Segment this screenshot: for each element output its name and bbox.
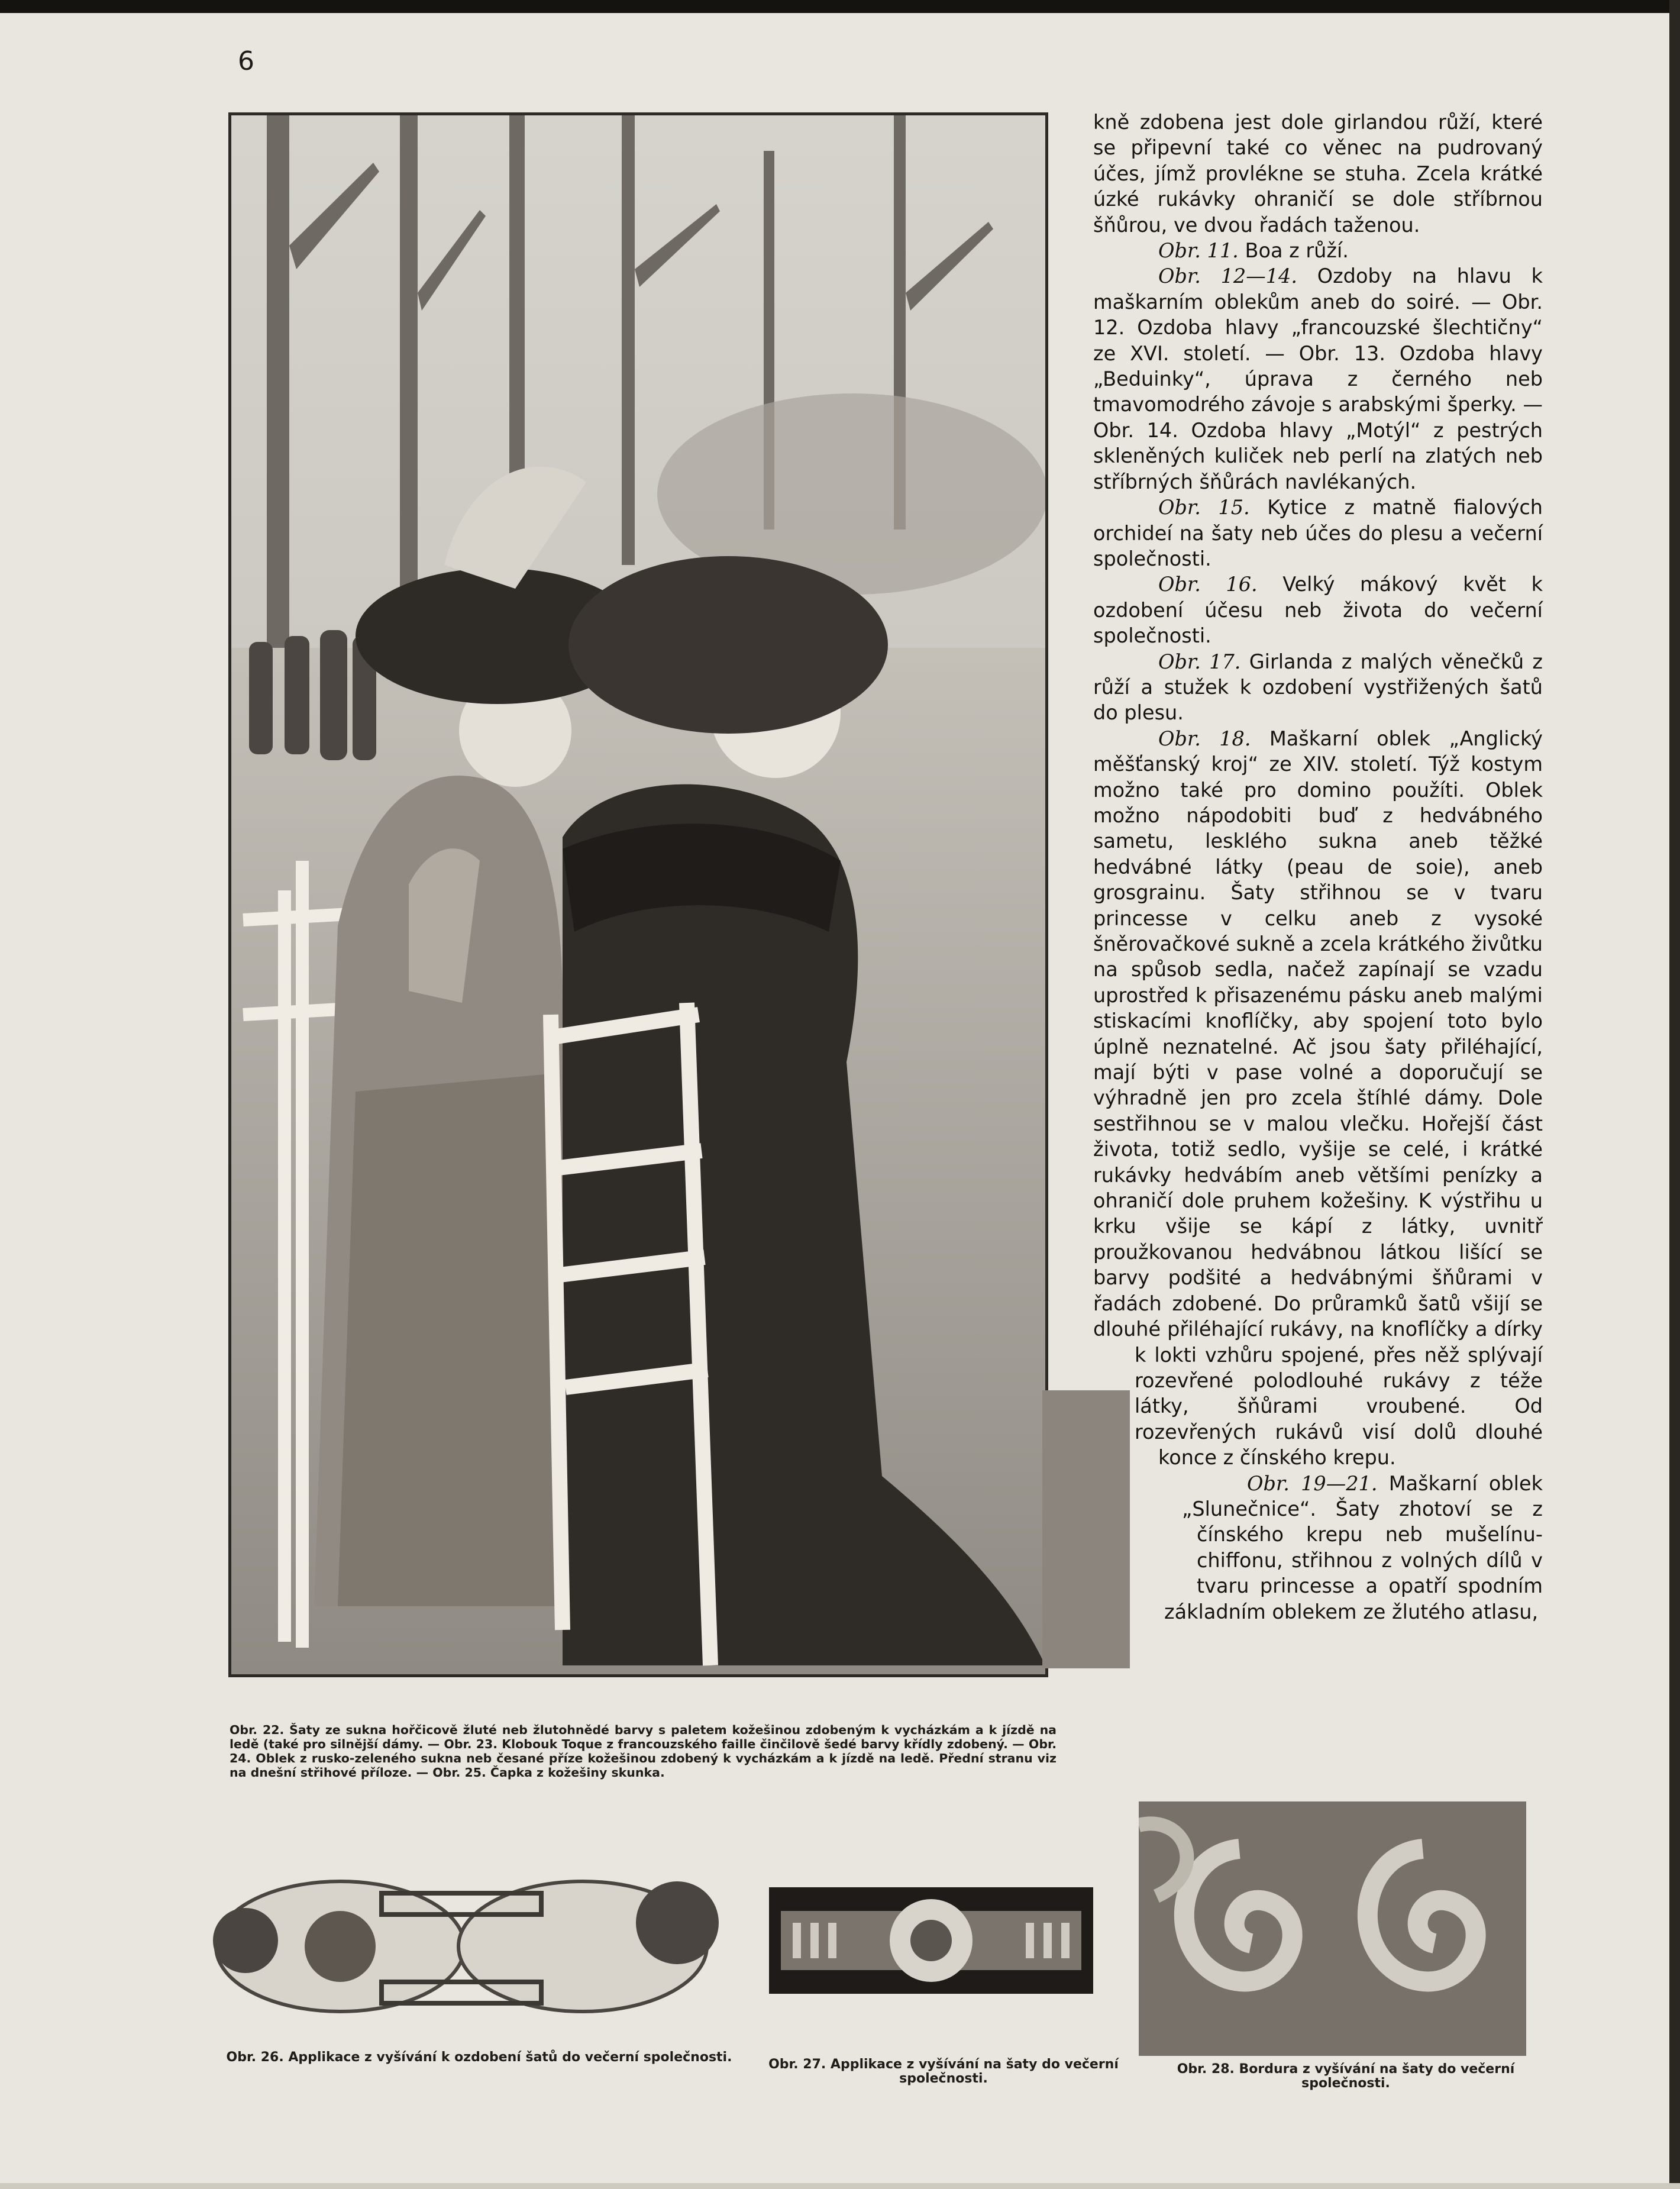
paragraph-obr-11: Obr. 11. Boa z růží. (1158, 239, 1349, 263)
paragraph-obr-18: Obr. 18. Maškarní oblek „Anglický měšťanský kroj“ ze XIV. století. Týž kostym možno také pro domino použíti. Oblek možno nápodobiti buď z hedvábného sametu, lesklého sukna aneb těžké hedvábné látky (peau de soie), aneb grosgrainu. Šaty střihnou se v tvaru princesse v celku aneb z vysoké šněrovačkové sukně a zcela krátkého živůtku na spůsob sedla, načež zapínají se vzadu uprostřed k přisazenému pásku aneb malými stiskacími knoflíčky, aby spojení toto bylo úplně neznatelné. Ač jsou šaty přiléhající, mají býti v pase volné a doporučují se výhradně jen pro zcela štíhlé dámy. Dole sestřihnou se v malou vlečku. Hořejší část života, totiž sedlo, vyšije se celé, i krátké rukávky hedvábím aneb většími penízky a ohraničí dole pruhem kožešiny. K výstřihu u krku všije se kápí z látky, uvnitř proužkovanou hedvábnou látkou lišící se barvy podšité a hedvábnými šňůrami v řadách zdobené. Do průramků šatů všijí se dlouhé přiléhající rukávy, na knoflíčky a dírky k lokti vzhůru spojené, přes něž splývají rozevřené polodlouhé rukávy z téže látky, šňůrami vroubené. Od rozevřených rukávů visí dolů dlouhé konce z čínského krepu. (1093, 727, 1543, 1470)
figure-27-applique (769, 1887, 1093, 1994)
page-number: 6 (238, 46, 254, 76)
scan-top-edge (0, 0, 1680, 13)
paragraph-obr-15: Obr. 15. Kytice z matně fialových orchideí na šaty neb účes do plesu a večerní společnosti. (1093, 496, 1543, 570)
figure-26-applique (204, 1870, 719, 2023)
fashion-plate-illustration (228, 112, 1048, 1677)
paragraph-obr-12-14: Obr. 12—14. Ozdoby na hlavu k maškarním oblekům aneb do soiré. — Obr. 12. Ozdoba hlavy „francouzské šlechtičny“ ze XVI. století. — Obr. 13. Ozdoba hlavy „Beduinky“, úprava z černého neb tmavomodrého závoje s arabskými šperky. — Obr. 14. Ozdoba hlavy „Motýl“ z pestrých skleněných kuliček neb perlí na zlatých neb stříbrných šňůrách navlékaných. (1093, 264, 1543, 493)
scan-right-edge (1669, 0, 1680, 2189)
paragraph-continued: kně zdobena jest dole girlandou růží, které se připevní také co věnec na pudrovaný účes, jímž provlékne se stuha. Zcela krátké úzké rukávky ohraničí se dole stříbrnou šňůrou, ve dvou řadách taženou. (1093, 111, 1543, 237)
paragraph-obr-16: Obr. 16. Velký mákový květ k ozdobení účesu neb života do večerní společnosti. (1093, 573, 1543, 648)
main-figure-caption: Obr. 22. Šaty ze sukna hořčicově žluté neb žlutohnědé barvy s paletem kožešinou zdobeným k vycházkám a k jízdě na ledě (také pro silnější dámy. — Obr. 23. Klobouk Toque z francouzského faille činčilově šedé barvy křídly zdobený. — Obr. 24. Oblek z rusko-zeleného sukna neb česané příze kožešinou zdobený k vycházkám a k jízdě na ledě. Přední stranu viz na dnešní střihové příloze. — Obr. 25. Čapka z kožešiny skunka. (230, 1723, 1057, 1780)
applique-drawing (204, 1870, 719, 2023)
band-drawing (769, 1887, 1093, 1994)
figure-26-caption: Obr. 26. Applikace z vyšívání k ozdobení šatů do večerní společnosti. (226, 2050, 732, 2065)
paragraph-obr-17: Obr. 17. Girlanda z malých věnečků z růží a stužek k ozdobení vystřižených šatů do plesu. (1093, 650, 1543, 725)
paragraph-obr-19-21: Obr. 19—21. Maškarní oblek „Slunečnice“. Šaty zhotoví se z čínského krepu neb mušelínu-chiffonu, střihnou z volných dílů v tvaru princesse a opatří spodním základním oblekem ze žlutého atlasu, (1164, 1471, 1543, 1623)
scan-bottom-edge (0, 2183, 1680, 2189)
article-text-column (1093, 109, 1543, 1766)
bordure-drawing (1139, 1801, 1526, 2056)
figure-27-caption: Obr. 27. Applikace z vyšívání na šaty do večerní společnosti. (768, 2057, 1119, 2086)
figure-28-bordure (1139, 1801, 1526, 2056)
figure-28-caption: Obr. 28. Bordura z vyšívání na šaty do večerní společnosti. (1177, 2062, 1515, 2091)
fashion-plate-drawing (231, 115, 1045, 1674)
